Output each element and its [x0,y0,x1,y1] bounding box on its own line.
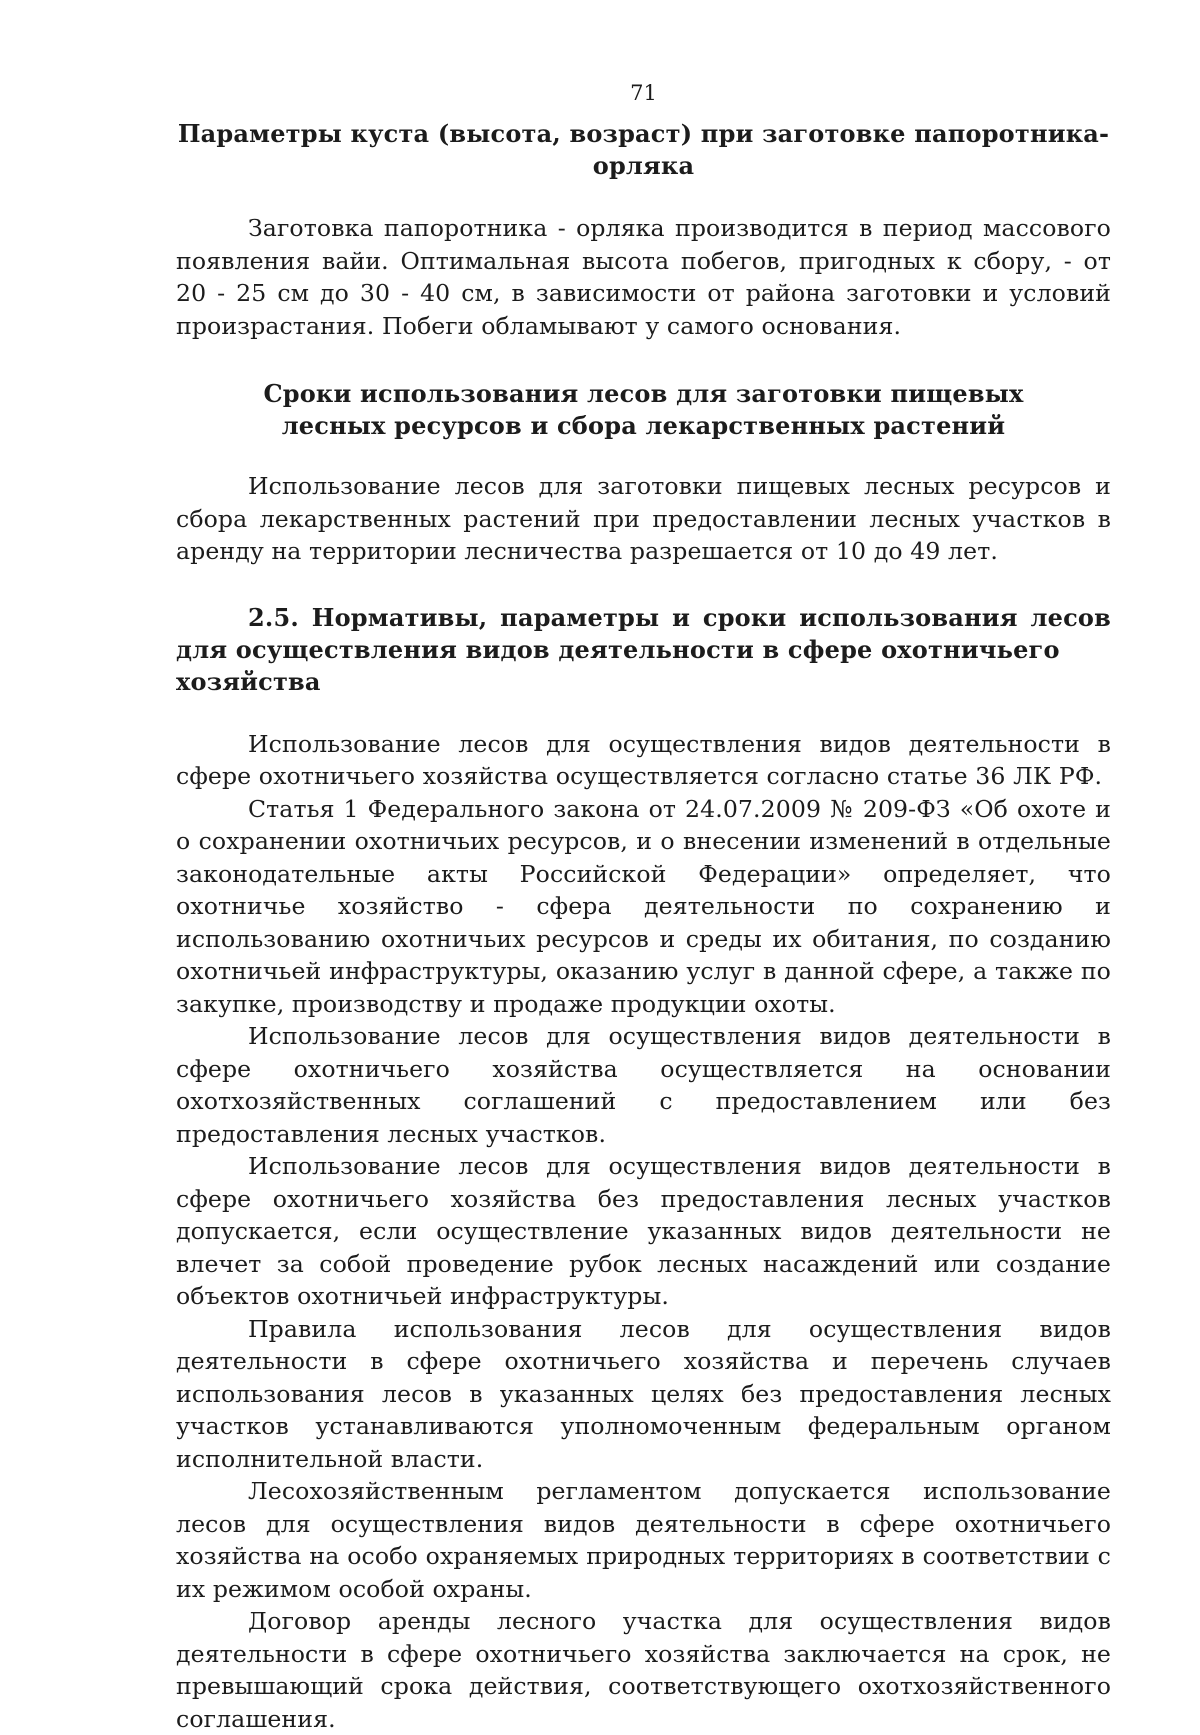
section-title-line-1: 2.5. Нормативы, параметры и сроки использования лесов [248,602,1111,632]
document-page [176,80,1111,1735]
paragraph-hunting-6: Лесохозяйственным регламентом допускается использование лесов для осуществления видов деятельности в сфере охотничьего хозяйства на особо охраняемых природных территориях в соответствии с их режимом особой охраны. [176,1477,1111,1603]
section-title-food-resources-terms [176,378,1111,442]
paragraph-hunting-3: Использование лесов для осуществления видов деятельности в сфере охотничьего хозяйства осуществляется на основании охотхозяйственных соглашений с предоставлением или без предоставления лесных участков. [176,1022,1111,1148]
section-title-line-1: Сроки использования лесов для заготовки пищевых [263,379,1024,408]
paragraph-hunting-2: Статья 1 Федерального закона от 24.07.2009 № 209-ФЗ «Об охоте и о сохранении охотничьих ресурсов, и о внесении изменений в отдельные законодательные акты Российской Федерации» определяет, что охотничье хозяйство - сфера деятельности по сохранению и использованию охотничьих ресурсов и среды их обитания, по созданию охотничьей инфраструктуры, оказанию услуг в данной сфере, а также по закупке, производству и продаже продукции охоты. [176,794,1111,1018]
paragraph-hunting-7: Договор аренды лесного участка для осуществления видов деятельности в сфере охотничьего хозяйства заключается на срок, не превышающий срока действия, соответствующего охотхозяйственного соглашения. [176,1607,1111,1733]
paragraph-hunting-1: Использование лесов для осуществления видов деятельности в сфере охотничьего хозяйства осуществляется согласно статье 36 ЛК РФ. [176,729,1111,790]
paragraph-hunting-5: Правила использования лесов для осуществления видов деятельности в сфере охотничьего хозяйства и перечень случаев использования лесов в указанных целях без предоставления лесных участков устанавливаются уполномоченным федеральным органом исполнительной власти. [176,1314,1111,1473]
section-title-fern-parameters: Параметры куста (высота, возраст) при заготовке папоротника-орляка [177,119,1110,180]
section-title-line-2: для осуществления видов деятельности в сфере охотничьего хозяйства [176,634,1060,696]
paragraph-fern-harvest: Заготовка папоротника - орляка производится в период массового появления вайи. Оптимальная высота побегов, пригодных к сбору, - от 20 - 25 см до 30 - 40 см, в зависимости от района заготовки и условий произрастания. Побеги обламывают у самого основания. [176,214,1111,340]
page-number: 71 [630,81,657,105]
paragraph-hunting-4: Использование лесов для осуществления видов деятельности в сфере охотничьего хозяйства без предоставления лесных участков допускается, если осуществление указанных видов деятельности не влечет за собой проведение рубок лесных насаждений или создание объектов охотничьей инфраструктуры. [176,1152,1111,1310]
section-title-hunting [176,602,1111,698]
section-title-line-2: лесных ресурсов и сбора лекарственных растений [281,411,1006,440]
paragraph-food-resources-terms: Использование лесов для заготовки пищевых лесных ресурсов и сбора лекарственных растений при предоставлении лесных участков в аренду на территории лесничества разрешается от 10 до 49 лет. [176,472,1111,565]
